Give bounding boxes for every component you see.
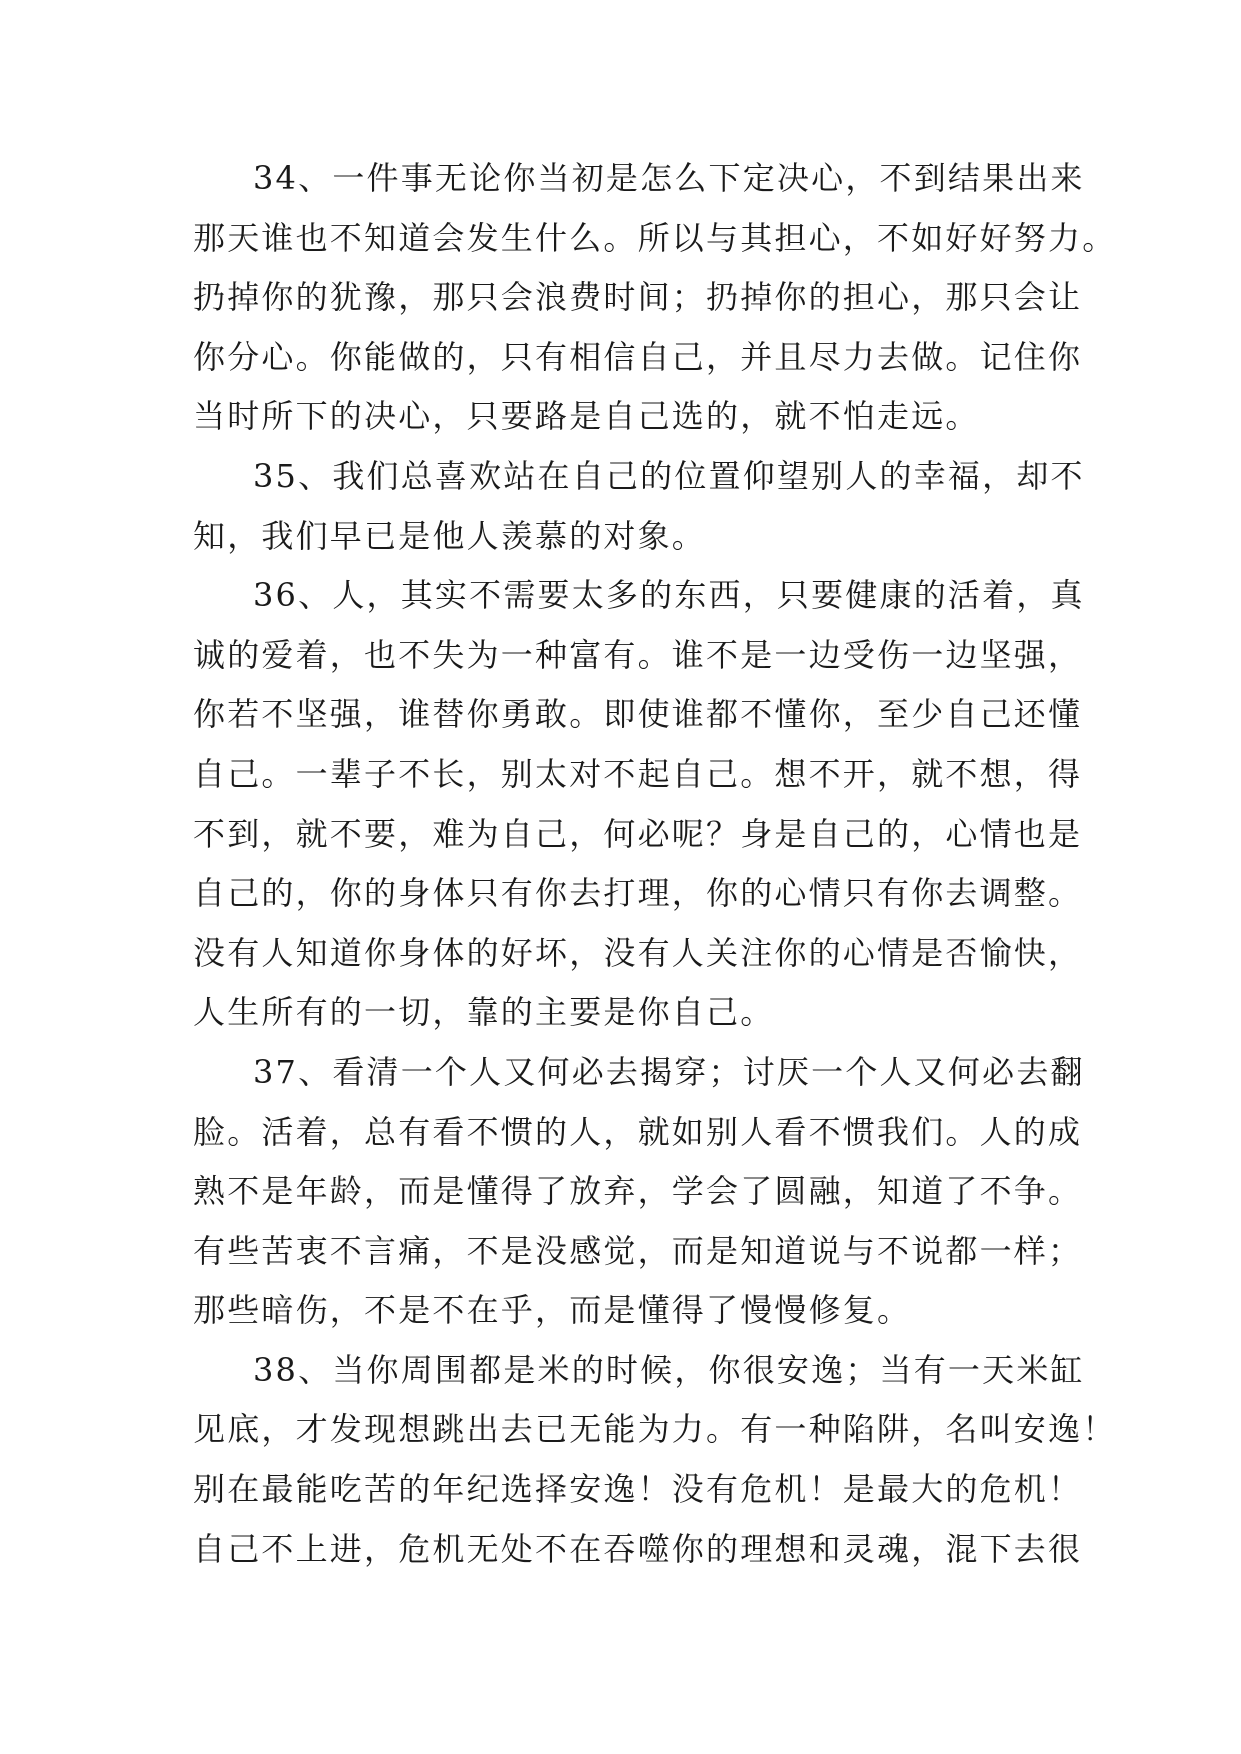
paragraph-34-line-2: 那天谁也不知道会发生什么。所以与其担心，不如好好努力。 — [193, 218, 1117, 257]
paragraph-38-line-3: 别在最能吃苦的年纪选择安逸！没有危机！是最大的危机！ — [193, 1470, 1083, 1509]
paragraph-34-line-4: 你分心。你能做的，只有相信自己，并且尽力去做。记住你 — [193, 337, 1083, 376]
body-text — [193, 158, 1117, 1588]
paragraph-37-line-3: 熟不是年龄，而是懂得了放弃，学会了圆融，知道了不争。 — [193, 1172, 1083, 1211]
paragraph-36-line-4: 自己。一辈子不长，别太对不起自己。想不开，就不想，得 — [193, 754, 1083, 793]
paragraph-36-line-2: 诚的爱着，也不失为一种富有。谁不是一边受伤一边坚强， — [193, 635, 1083, 674]
paragraph-37-line-1: 37、看清一个人又何必去揭穿；讨厌一个人又何必去翻 — [253, 1052, 1085, 1091]
paragraph-36-line-7: 没有人知道你身体的好坏，没有人关注你的心情是否愉快， — [193, 933, 1083, 972]
paragraph-36-line-1: 36、人，其实不需要太多的东西，只要健康的活着，真 — [253, 576, 1085, 615]
paragraph-36-line-3: 你若不坚强，谁替你勇敢。即使谁都不懂你，至少自己还懂 — [193, 695, 1083, 734]
paragraph-38-line-1: 38、当你周围都是米的时候，你很安逸；当有一天米缸 — [253, 1350, 1085, 1389]
paragraph-38-line-4: 自己不上进，危机无处不在吞噬你的理想和灵魂，混下去很 — [193, 1529, 1083, 1568]
paragraph-36-line-8: 人生所有的一切，靠的主要是你自己。 — [193, 993, 775, 1032]
paragraph-34-line-1: 34、一件事无论你当初是怎么下定决心，不到结果出来 — [253, 159, 1085, 197]
paragraph-34-line-3: 扔掉你的犹豫，那只会浪费时间；扔掉你的担心，那只会让 — [193, 278, 1083, 317]
paragraph-36-line-5: 不到，就不要，难为自己，何必呢？身是自己的，心情也是 — [193, 814, 1083, 853]
paragraph-37-line-2: 脸。活着，总有看不惯的人，就如别人看不惯我们。人的成 — [193, 1112, 1083, 1151]
paragraph-37-line-5: 那些暗伤，不是不在乎，而是懂得了慢慢修复。 — [193, 1291, 912, 1330]
paragraph-38-line-2: 见底，才发现想跳出去已无能为力。有一种陷阱，名叫安逸！ — [193, 1410, 1117, 1449]
paragraph-34-line-5: 当时所下的决心，只要路是自己选的，就不怕走远。 — [193, 397, 980, 436]
paragraph-37-line-4: 有些苦衷不言痛，不是没感觉，而是知道说与不说都一样； — [193, 1231, 1083, 1270]
paragraph-35-line-1: 35、我们总喜欢站在自己的位置仰望别人的幸福，却不 — [253, 456, 1085, 495]
paragraph-36-line-6: 自己的，你的身体只有你去打理，你的心情只有你去调整。 — [193, 874, 1083, 913]
paragraph-35-line-2: 知，我们早已是他人羡慕的对象。 — [193, 516, 707, 555]
